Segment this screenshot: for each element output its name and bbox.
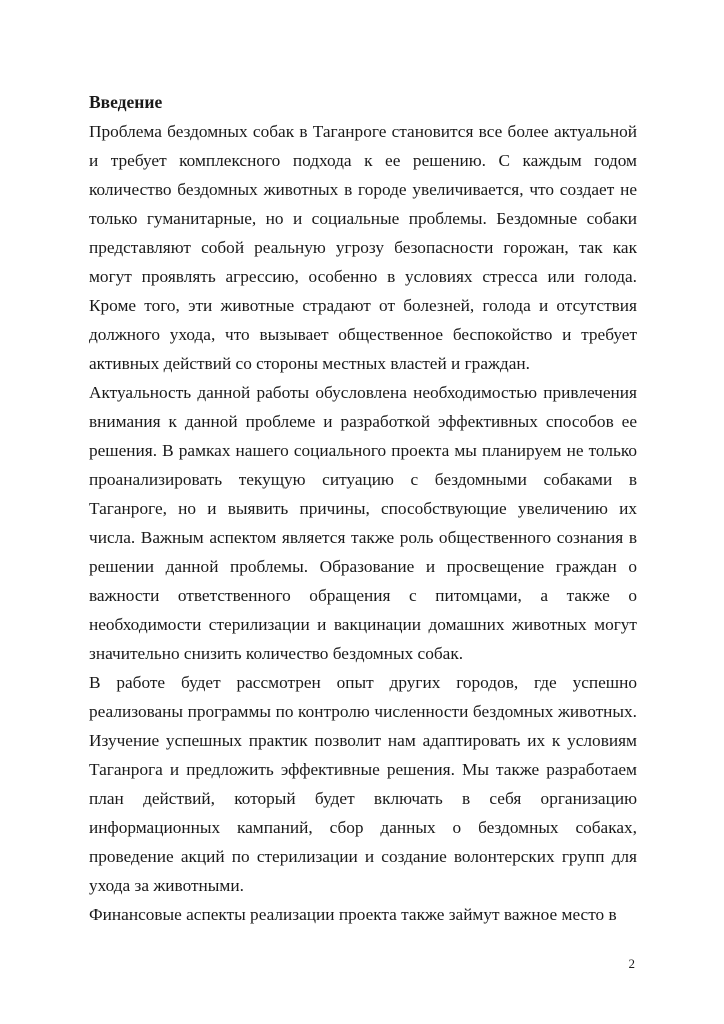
page-content [89,88,637,929]
page-number: 2 [628,956,635,971]
paragraph-2: Актуальность данной работы обусловлена необходимостью привлечения внимания к данной проблеме и разработкой эффективных способов ее решения. В рамках нашего социального проекта мы планируем не только проанализировать текущую ситуацию с бездомными собаками в Таганроге, но и выявить причины, способствующие увеличению их числа. Важным аспектом является также роль общественного сознания в решении данной проблемы. Образование и просвещение граждан о важности ответственного обращения с питомцами, а также о необходимости стерилизации и вакцинации домашних животных могут значительно снизить количество бездомных собак. [89,383,637,663]
section-heading: Введение [89,92,163,112]
paragraph-1: Проблема бездомных собак в Таганроге становится все более актуальной и требует комплексного подхода к ее решению. С каждым годом количество бездомных животных в городе увеличивается, что создает не только гуманитарные, но и социальные проблемы. Бездомные собаки представляют собой реальную угрозу безопасности горожан, так как могут проявлять агрессию, особенно в условиях стресса или голода. Кроме того, эти животные страдают от болезней, голода и отсутствия должного ухода, что вызывает общественное беспокойство и требует активных действий со стороны местных властей и граждан. [89,122,637,373]
paragraph-4: Финансовые аспекты реализации проекта также займут важное место в [89,905,617,924]
paragraph-3: В работе будет рассмотрен опыт других городов, где успешно реализованы программы по контролю численности бездомных животных. Изучение успешных практик позволит нам адаптировать их к условиям Таганрога и предложить эффективные решения. Мы также разработаем план действий, который будет включать в себя организацию информационных кампаний, сбор данных о бездомных собаках, проведение акций по стерилизации и создание волонтерских групп для ухода за животными. [89,673,637,895]
